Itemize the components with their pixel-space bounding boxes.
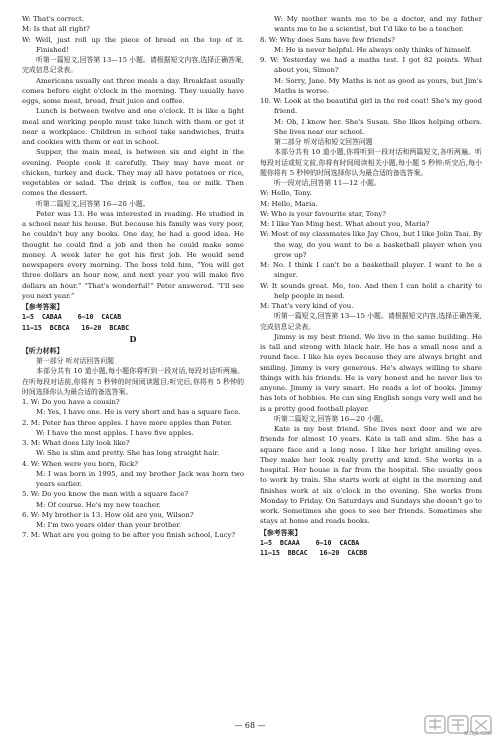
paragraph: 第一部分 听对话回答问题 [36,357,114,365]
dialogue-line: 1. W: Do you have a cousin? [22,398,120,406]
dialogue-line: W: That's correct. [22,15,85,23]
paragraph: 第二部分 听对话和短文回答问题 [274,138,373,146]
dialogue-line: 4. W: When were you born, Rick? [22,459,138,468]
paragraph: 听第一篇短文,回答第 13—15 小题。请根据短文内容,选择正确答案,完成信息记录表。 [22,56,244,75]
answer-key-line: 1—5 CABAA 6—10 CACAB [22,313,122,322]
answer-key-line: 1—5 BCAAA 6—10 CACBA [260,538,360,547]
dialogue-line: W: Most of my classmates like Jay Chou, but I like Jolin Tsai. By the way, do you want to be a basketball player when you grow up? [260,230,482,259]
dialogue-line: 8. W: Why does Sam have few friends? [260,35,395,44]
dialogue-line: M: Is that all right? [22,25,90,34]
dialogue-continuation: W: She is slim and pretty. She has long straight hair. [36,449,220,458]
dialogue-continuation: M: Yes, I have one. He is very short and has a square face. [36,408,241,417]
dialogue-line: M: Hello, Maria. [260,199,318,208]
dialogue-line: 3. M: What does Lily look like? [22,439,130,447]
dialogue-line: 6. W: My brother is 13. How old are you, Wilson? [22,510,194,519]
paragraph: Jimmy is my best friend. We live in the same building. He is tall and strong with black hair. He has a small nose and a round face. I like his eyes because they are always bright and smiling. Jimmy is very generous. He's always willing to share things with his friends. He is very honest and he never lies to anyone. Jimmy is very smart. He reads a lot of books. Jimmy has lots of hobbies. He can sing English songs very well and he is a pretty good football player. [260,332,482,413]
dialogue-line: M: No. I think I can't be a basketball player. I want to be a singer. [260,261,482,280]
paragraph: 听一段对话,回答第 11—12 小题。 [274,179,381,187]
paragraph: Peter was 13. He was interested in reading. He studied in a school near his house. But because his family was very poor, he couldn't buy any books. One day, he had a good idea. He thought he could find a job and then he could make some money. A week later he got his first job. He would send newspapers every morning. The boss told him, “You will get three dollars an hour now, and next year you will make five dollars an hour.” “That's wonderful!” Peter answered. “I'll see you next year.” [22,209,244,300]
dialogue-continuation: M: I was born in 1995, and my brother Jack was born two years earlier. [36,469,244,488]
document-page [22,14,484,719]
dialogue-line: W: Who is your favourite star, Tony? [260,209,386,218]
dialogue-line: M: I like Yao Ming best. What about you, Maria? [260,220,430,228]
paragraph: Supper, the main meal, is between six and eight in the evening. People cook it carefully. They may have meat or chicken, turkey and duck. They may all have potatoes or rice, vegetables or salad. The drink is coffee, tea or milk. Then comes the dessert. [22,148,244,198]
dialogue-continuation: M: Of course. He's my new teacher. [36,500,161,509]
dialogue-continuation: M: Oh, I know her. She's Susan. She likes helping others. She lives near our school. [274,117,482,136]
paragraph: 听第一篇短文,回答第 13—15 小题。请根据短文内容,选择正确答案,完成信息记录表。 [260,312,482,331]
dialogue-line: W: It sounds great. Me, too. And then I can hold a charity to help people in need. [260,281,482,300]
dialogue-line: M: That's very kind of you. [260,302,354,310]
dialogue-continuation: M: I'm two years older than your brother. [36,521,182,529]
dialogue-continuation: W: I have the most apples. I have five apples. [36,428,194,437]
section-letter: D [129,333,137,344]
dialogue-line: 9. W: Yesterday we had a maths test. I got 82 points. What about you, Simon? [260,56,482,75]
section-heading: 【听力材料】 [22,346,64,355]
dialogue-continuation: M: Sorry, Jane. My Maths is not as good as yours, but Jim's Maths is worse. [274,76,482,95]
dialogue-line: W: Hello, Tony. [260,189,312,198]
watermark-logo [424,715,494,739]
section-heading: 【参考答案】 [260,528,302,537]
paragraph: 本部分共有 10 道小题,每小题你将听到一段对话,每段对话听两遍。在听每段对话前,你将有 5 秒钟的时间阅读题目;听完后,你将有 5 秒钟的时间选择你认为最合适的备选答案。 [22,367,244,396]
paragraph: Americans usually eat three meals a day. Breakfast usually comes before eight o'clock in the morning. They usually have eggs, some meat, bread, fruit juice and coffee. [22,76,244,105]
paragraph: 听第二篇短文,回答第 16—20 小题。 [274,414,388,423]
dialogue-line: W: Well, just roll up the piece of bread on the top of it. Finished! [22,35,244,54]
paragraph: 本部分共有 10 道小题,你将听到一段对话和两篇短文,各听两遍。听每段对话或短文前,你将有时间阅读相关小题,每小题 5 秒钟;听完后,每小题你将有 5 秒钟的时间选择你认为最合适的备选答案。 [260,148,482,177]
dialogue-continuation: M: He is never helpful. He always only thinks of himself. [274,45,472,54]
watermark-caption: MXQE.COM [464,730,492,737]
paragraph: 听第二篇短文,回答第 16—20 小题。 [36,199,150,208]
paragraph: Lunch is between twelve and one o'clock. It is like a light meal and working people must take lunch with them or get it near a workplace. Children in school take sandwiches, fruits and cookies with them or eat in school. [22,107,244,146]
dialogue-line: 2. M: Peter has three apples. I have more apples than Peter. [22,418,233,427]
paragraph: Kate is my best friend. She lives next door and we are friends for almost 10 years. Kate is tall and slim. She has a square face and a long nose. I like her bright smiling eyes. They make her look really pretty and kind. She works in a hospital. Her house is far from the hospital. She usually goes to work by train. She starts work at eight in the morning and finishes work at six o'clock in the evening. She works from Monday to Friday. On Saturdays and Sundays she doesn't go to work. Sometimes she goes to see her friends. Sometimes she stays at home and reads books. [260,425,482,526]
dialogue-line: 10. W: Look at the beautiful girl in the red coat! She's my good friend. [260,97,482,116]
answer-key-line: 11—15 BBCAC 16—20 CACBB [260,549,368,557]
answer-key-line: 11—15 BCBCA 16—20 BCABC [22,323,130,332]
left-column [22,14,244,541]
dialogue-line: 5. W: Do you know the man with a square face? [22,490,189,499]
section-heading: 【参考答案】 [22,303,64,311]
dialogue-continuation: W: My mother wants me to be a doctor, and my father wants me to be a scientist, but I'd like to be a teacher. [274,15,482,34]
dialogue-line: 7. M: What are you going to be after you finish school, Lucy? [22,531,236,540]
right-column [260,14,482,558]
page-number: — 68 — [234,721,266,730]
